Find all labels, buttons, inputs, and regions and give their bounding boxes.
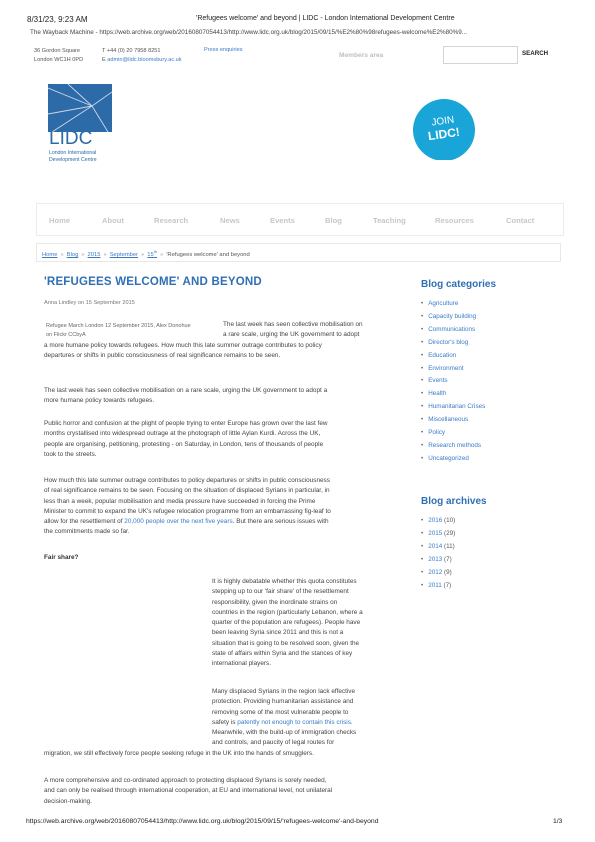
category-item[interactable]: • Agriculture (421, 298, 485, 311)
blog-archives-list (421, 515, 455, 592)
category-item[interactable]: • Health (421, 388, 485, 401)
paragraph-2: Public horror and confusion at the plight of people trying to enter Europe has grown over the last few months crystallised into widespread outrage at the photograph of little Aylan Kurdi. Across the UK, people are organising, petitioning, protesting - on Saturday, in London, tens of thousands of people took to the streets. (44, 420, 328, 458)
breadcrumb-blog[interactable]: Blog (66, 251, 79, 258)
breadcrumb-home[interactable]: Home (42, 251, 58, 258)
category-item[interactable]: • Events (421, 375, 485, 388)
logo-line-1: London International (49, 150, 97, 156)
category-item[interactable]: • Humanitarian Crises (421, 401, 485, 414)
breadcrumb-year[interactable]: 2015 (87, 251, 101, 258)
nav-resources[interactable]: Resources (435, 216, 474, 225)
nav-blog[interactable]: Blog (325, 216, 342, 225)
nav-research[interactable]: Research (154, 216, 189, 225)
lead-paragraph-right: The last week has seen collective mobilisation on a rare scale, urging the UK government to adopt (223, 321, 363, 339)
print-page-number: 1/3 (553, 818, 563, 825)
logo-letters: LIDC (49, 128, 93, 149)
blog-archives-heading: Blog archives (421, 496, 487, 507)
paragraph-1: The last week has seen collective mobilisation on a rare scale, urging the UK government to adopt a more humane policy towards refugees. (44, 387, 328, 405)
category-item[interactable]: • Miscellaneous (421, 414, 485, 427)
paragraph-3: How much this late summer outrage contributes to policy departures or shifts in public consciousness of real significance remains to be seen. Focusing on the situation of displaced Syrians in particular, in less than a week, popular mobilisation and media pressure have succeeded in forcing the Prime Minister to commit to expand the UK's refugee relocation programme from an embarrassing fig-leaf to allow for the resettlement of 20,000 people over the next five years. But there are serious issues with the commitments made so far. (44, 477, 331, 536)
archive-item[interactable]: • 2013 (7) (421, 554, 455, 567)
breadcrumb-day[interactable]: 15th (147, 249, 158, 258)
crisis-link[interactable]: patently not enough to contain this crisis (237, 718, 351, 726)
fair-share-heading: Fair share? (44, 554, 79, 561)
nav-about[interactable]: About (102, 216, 124, 225)
press-enquiries-link[interactable]: Press enquiries (204, 47, 243, 53)
category-item[interactable]: • Capacity building (421, 311, 485, 324)
search-button[interactable]: SEARCH (522, 50, 549, 57)
main-nav (36, 203, 564, 236)
email-prefix: E (102, 57, 106, 63)
category-item[interactable]: • Policy (421, 427, 485, 440)
breadcrumb-month[interactable]: September (109, 251, 139, 258)
join-line-2: LIDC! (427, 124, 461, 144)
email-link[interactable]: admin@lidc.bloomsbury.ac.uk (107, 57, 182, 63)
archive-item[interactable]: • 2016 (10) (421, 515, 455, 528)
join-line-1: JOIN (430, 114, 455, 129)
breadcrumb: Home » Blog » 2015 » September » 15th» 'Refugees welcome' and beyond (36, 243, 561, 262)
logo-line-2: Development Centre (49, 157, 97, 163)
nav-contact[interactable]: Contact (506, 216, 535, 225)
address (34, 47, 83, 65)
resettlement-link[interactable]: 20,000 people over the next five years (124, 518, 233, 526)
search-input[interactable] (443, 46, 518, 64)
address-line-1: 36 Gordon Square (34, 48, 81, 54)
category-item[interactable]: • Environment (421, 363, 485, 376)
image-caption: Refugee March London 12 September 2015, Alex Donohue on Flickr CCbyA (46, 323, 191, 338)
category-item[interactable]: • Communications (421, 324, 485, 337)
paragraph-5: Many displaced Syrians in the region lack effective protection. Providing humanitarian assistance and removing some of the most vulnerable people to safety is patently not enough to contain this crisis. Meanwhile, with the build-up of immigration checks and controls, and paucity of legal routes for (212, 688, 357, 747)
print-title: 'Refugees welcome' and beyond | LIDC - London International Development Centre (196, 15, 455, 22)
print-footer-url: https://web.archive.org/web/20160807054413/http://www.lidc.org.uk/blog/2015/09/15/'refugees-welcome'-and-beyond (26, 818, 379, 825)
contact-info (102, 47, 182, 65)
wayback-banner: The Wayback Machine - https://web.archive.org/web/20160807054413/http://www.lidc.org.uk/blog/2015/09/15/%E2%80%98refugees-welcome%E2%80%9... (30, 29, 467, 36)
nav-teaching[interactable]: Teaching (373, 216, 406, 225)
address-line-2: London WC1H 0PD (34, 57, 84, 63)
lead-paragraph: a more humane policy towards refugees. How much this late summer outrage contributes to policy departures or shifts in public consciousness of real significance remains to be seen. (44, 342, 322, 360)
category-item[interactable]: • Education (421, 350, 485, 363)
paragraph-6: A more comprehensive and co-ordinated approach to protecting displaced Syrians is sorely needed, and can only be realised through international cooperation, at EU and international level, not unilateral decision-making. (44, 777, 333, 805)
join-lidc-badge[interactable] (412, 80, 476, 160)
print-datetime: 8/31/23, 9:23 AM (27, 15, 88, 24)
category-item[interactable]: • Director's blog (421, 337, 485, 350)
paragraph-4: It is highly debatable whether this quota constitutes stepping up to our 'fair share' of the resettlement responsibility, given the inordinate strains on countries in the region (particularly Lebanon, where a quarter of the population are refugees). People have been leaving Syria since 2011 and this is not a situation that is going to be resolved soon, given the state of affairs within Syria and the stances of key international players. (212, 578, 363, 668)
blog-categories-heading: Blog categories (421, 279, 497, 290)
nav-home[interactable]: Home (49, 216, 71, 225)
lidc-logo[interactable] (48, 84, 112, 164)
article-byline: Anna Lindley on 15 September 2015 (44, 300, 135, 306)
archive-item[interactable]: • 2014 (11) (421, 541, 455, 554)
phone: T +44 (0) 20 7958 8251 (102, 48, 161, 54)
blog-categories-list (421, 298, 485, 466)
breadcrumb-current: 'Refugees welcome' and beyond (166, 251, 250, 258)
category-item[interactable]: • Research methods (421, 440, 485, 453)
archive-item[interactable]: • 2011 (7) (421, 580, 455, 593)
archive-item[interactable]: • 2012 (9) (421, 567, 455, 580)
nav-news[interactable]: News (220, 216, 240, 225)
category-item[interactable]: • Uncategorized (421, 453, 485, 466)
email-row (102, 56, 182, 65)
archive-item[interactable]: • 2015 (29) (421, 528, 455, 541)
members-area-link[interactable]: Members area (339, 52, 384, 59)
nav-events[interactable]: Events (270, 216, 295, 225)
article-title: 'REFUGEES WELCOME' AND BEYOND (44, 276, 262, 288)
paragraph-5-end: migration, we still effectively force people seeking refuge in the UK into the hands of smugglers. (44, 750, 314, 757)
